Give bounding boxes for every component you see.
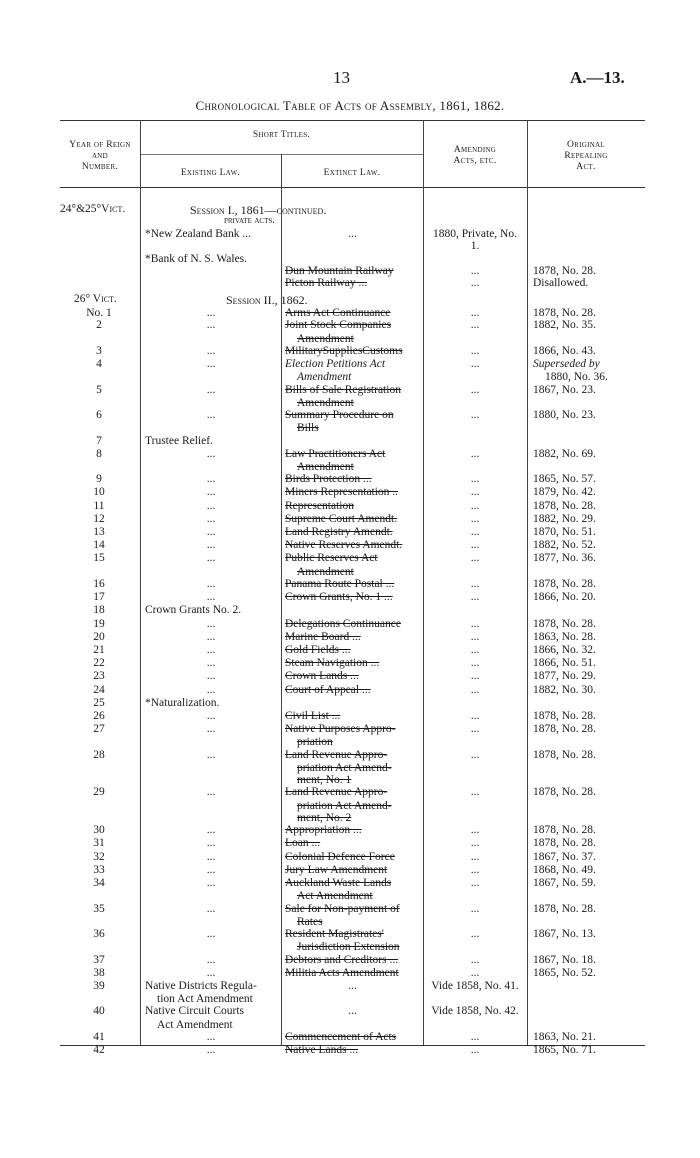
extinct-law-cell: Native Reserves Amendt. (285, 539, 403, 552)
repealing-act-cell: 1878, No. 28. (533, 824, 596, 837)
row-number: 8 (96, 447, 102, 460)
row-number: 29 (93, 786, 105, 799)
amending-acts-cell: ... (470, 953, 480, 966)
table-row (0, 319, 700, 333)
header-repealing-act: Original Repealing Act. (564, 140, 608, 172)
row-number: 27 (93, 723, 105, 736)
existing-law-cell: ... (206, 552, 216, 565)
table-row (0, 526, 700, 540)
extinct-law-cell: Amendment (297, 460, 354, 473)
repealing-act-cell: 1877, No. 36. (533, 552, 596, 565)
repealing-act-cell: 1866, No. 32. (533, 643, 596, 656)
existing-law-cell: ... (206, 591, 216, 604)
amending-acts-cell: ... (470, 1044, 480, 1057)
existing-law-cell: ... (206, 344, 216, 357)
repealing-act-cell: Disallowed. (533, 277, 589, 290)
existing-law-cell: Act Amendment (157, 1018, 233, 1031)
existing-law-cell: ... (206, 512, 216, 525)
extinct-law-cell: ... (348, 979, 357, 992)
existing-law-cell: ... (206, 683, 216, 696)
repealing-act-cell: 1879, No. 42. (533, 486, 596, 499)
amending-acts-cell: ... (470, 683, 480, 696)
amending-acts-cell: ... (470, 966, 480, 979)
repealing-act-cell: 1866, No. 43. (533, 344, 596, 357)
row-number: 31 (93, 837, 105, 850)
table-row (0, 473, 700, 487)
amending-acts-cell: ... (470, 539, 480, 552)
table-row (0, 500, 700, 514)
amending-acts-cell: ... (470, 863, 480, 876)
amending-acts-cell: ... (470, 277, 480, 290)
extinct-law-cell: Rates (297, 915, 323, 928)
extinct-law-cell: Representation (285, 499, 354, 512)
repealing-act-cell: 1865, No. 57. (533, 473, 596, 486)
repealing-act-cell: 1870, No. 51. (533, 526, 596, 538)
repealing-act-cell: 1877, No. 29. (533, 670, 596, 683)
extinct-law-cell: Native Purposes Appro- (285, 723, 396, 736)
repealing-act-cell: 1867, No. 59. (533, 877, 596, 889)
repealing-act-cell: 1878, No. 28. (533, 264, 596, 277)
row-number: 19 (93, 617, 105, 630)
repealing-act-cell: 1882, No. 69. (533, 447, 596, 460)
row-number: 30 (93, 824, 105, 837)
extinct-law-cell: Birds Protection ... (285, 473, 372, 486)
row-number: 32 (93, 850, 105, 863)
existing-law-cell: ... (206, 877, 216, 889)
table-row (0, 384, 700, 398)
table-row (0, 591, 700, 605)
existing-law-cell: ... (206, 748, 216, 761)
existing-law-cell: Native Districts Regula- (145, 979, 257, 992)
repealing-act-cell: 1878, No. 28. (533, 499, 596, 512)
table-row (0, 435, 700, 449)
extinct-law-cell: Gold Fields ... (285, 643, 351, 656)
extinct-law-cell: Bills of Sale Registration (285, 383, 401, 396)
extinct-law-cell: Public Reserves Act (285, 552, 378, 565)
row-number: 4 (96, 358, 102, 370)
amending-acts-cell: ... (470, 591, 480, 604)
row-number: 23 (93, 670, 105, 683)
extinct-law-cell: Marine Board ... (285, 630, 361, 643)
existing-law-cell: ... (206, 643, 216, 656)
existing-law-cell: ... (206, 447, 216, 460)
existing-law-cell: ... (206, 526, 216, 538)
row-number: 6 (96, 409, 102, 421)
private-acts-heading: private acts. (224, 215, 275, 226)
extinct-law-cell: Delegations Continuance (285, 617, 401, 630)
repealing-act-cell: 1867, No. 37. (533, 850, 596, 863)
extinct-law-cell: priation Act Amend- (297, 799, 392, 812)
extinct-law-cell: Court of Appeal ... (285, 683, 371, 696)
extinct-law-cell: Amendment (297, 565, 354, 578)
row-number: 34 (93, 877, 105, 889)
table-row (0, 644, 700, 658)
extinct-law-cell: Election Petitions Act (285, 358, 386, 370)
row-number: 14 (93, 539, 105, 552)
repealing-act-cell: 1863, No. 21. (533, 1030, 596, 1043)
extinct-law-cell: Commencement of Acts (285, 1030, 397, 1043)
row-number: 18 (93, 604, 105, 617)
extinct-law-cell: Supreme Court Amendt. (285, 512, 398, 525)
row-number: 5 (96, 383, 102, 396)
existing-law-cell: ... (206, 850, 216, 863)
repealing-act-cell: 1878, No. 28. (533, 723, 596, 736)
amending-acts-cell: ... (470, 319, 480, 332)
existing-law-cell: ... (206, 383, 216, 396)
amending-acts-cell: ... (470, 526, 480, 538)
repealing-act-cell: 1882, No. 29. (533, 512, 596, 525)
amending-acts-cell: ... (470, 499, 480, 512)
amending-acts-cell: ... (470, 877, 480, 889)
session-heading-1: Session I., 1861—continued. (190, 203, 327, 217)
table-row (0, 604, 700, 618)
table-row (0, 1005, 700, 1019)
extinct-law-cell: Amendment (297, 396, 354, 409)
table-row (0, 358, 700, 372)
existing-law-cell: tion Act Amendment (157, 993, 253, 1006)
row-number: 21 (93, 643, 105, 656)
row-number: 15 (93, 552, 105, 565)
repealing-act-cell: 1878, No. 28. (533, 748, 596, 761)
extinct-law-cell: ment, No. 1 (297, 774, 352, 787)
existing-law-cell: ... (206, 657, 216, 670)
existing-law-cell: ... (206, 473, 216, 486)
extinct-law-cell: Jurisdiction Extension (297, 941, 400, 954)
table-row (0, 903, 700, 917)
amending-acts-cell: Vide 1858, No. 41. (431, 979, 519, 992)
extinct-law-cell: Act Amendment (297, 890, 373, 903)
amending-acts-cell: ... (470, 723, 480, 736)
extinct-law-cell: Crown Lands ... (285, 670, 359, 683)
existing-law-cell: ... (206, 499, 216, 512)
extinct-law-cell: Amendment (297, 371, 352, 384)
amending-acts-cell: ... (470, 709, 480, 722)
existing-law-cell: *Bank of N. S. Wales. (145, 252, 248, 265)
table-row (0, 954, 700, 968)
extinct-law-cell: ment, No. 2 (297, 811, 352, 824)
extinct-law-cell: Land Revenue Appro- (285, 748, 388, 761)
existing-law-cell: ... (206, 709, 216, 722)
extinct-law-cell: Colonial Defence Force (285, 850, 395, 863)
repealing-act-cell: Superseded by (533, 358, 600, 370)
row-number: 37 (93, 953, 105, 966)
amending-acts-cell: ... (470, 643, 480, 656)
repealing-act-cell: 1863, No. 28. (533, 630, 596, 643)
table-row (0, 723, 700, 737)
row-number: 36 (93, 928, 105, 940)
amending-acts-cell: ... (470, 902, 480, 915)
repealing-act-cell: 1868, No. 49. (533, 863, 596, 876)
extinct-law-cell: MilitarySuppliesCustoms (285, 344, 403, 357)
amending-acts-cell: ... (470, 383, 480, 396)
amending-acts-cell: ... (470, 837, 480, 850)
extinct-law-cell: Summary Procedure on (285, 409, 394, 421)
header-amending-acts: Amending Acts, etc. (453, 145, 497, 166)
row-number: 24 (93, 683, 105, 696)
repealing-act-cell: 1867, No. 23. (533, 383, 596, 396)
page-title: Chronological Table of Acts of Assembly, 1861, 1862. (195, 98, 505, 113)
amending-acts-cell: ... (470, 264, 480, 277)
extinct-law-cell: Miners Representation .. (285, 486, 399, 499)
table-row (0, 552, 700, 566)
amending-acts-cell: ... (470, 748, 480, 761)
table-row (0, 539, 700, 553)
existing-law-cell: *New Zealand Bank ... (145, 228, 252, 240)
amending-acts-cell: ... (470, 670, 480, 683)
table-row (0, 824, 700, 838)
extinct-law-cell: Steam Navigation ... (285, 657, 380, 670)
table-row (0, 578, 700, 592)
existing-law-cell: ... (206, 307, 216, 319)
repealing-act-cell: 1878, No. 28. (533, 577, 596, 590)
extinct-law-cell: Resident Magistrates' (285, 928, 384, 940)
table-row (0, 345, 700, 359)
header-bottom-rule (60, 187, 645, 188)
table-row (0, 851, 700, 865)
repealing-act-cell: 1878, No. 28. (533, 837, 596, 850)
repealing-act-cell: 1866, No. 51. (533, 657, 596, 670)
header-extinct-law: Extinct Law. (323, 168, 381, 178)
existing-law-cell: ... (206, 723, 216, 736)
extinct-law-cell: Bills (297, 422, 319, 435)
table-row (0, 670, 700, 684)
extinct-law-cell: Appropriation ... (285, 824, 362, 837)
existing-law-cell: ... (206, 837, 216, 850)
extinct-law-cell: Picton Railway ... (285, 277, 368, 290)
amending-acts-cell: ... (470, 928, 480, 940)
row-number: 20 (93, 630, 105, 643)
repealing-act-cell: 1878, No. 28. (533, 617, 596, 630)
extinct-law-cell: Sale for Non-payment of (285, 902, 400, 915)
amending-acts-cell: 1880, Private, No. (432, 228, 517, 240)
existing-law-cell: ... (206, 928, 216, 940)
repealing-act-cell: 1866, No. 20. (533, 591, 596, 604)
header-top-rule (60, 120, 645, 121)
existing-law-cell: ... (206, 1030, 216, 1043)
row-number: 3 (96, 344, 102, 357)
table-row (0, 618, 700, 632)
table-row (0, 697, 700, 711)
table-row (0, 657, 700, 671)
table-row (0, 684, 700, 698)
row-number: 13 (93, 526, 105, 538)
repealing-act-cell: 1880, No. 23. (533, 409, 596, 421)
extinct-law-cell: Militia Acts Amendment (285, 966, 399, 979)
row-number: 22 (93, 657, 105, 670)
existing-law-cell: ... (206, 577, 216, 590)
extinct-law-cell: Crown Grants, No. 1 ... (285, 591, 393, 604)
extinct-law-cell: ... (348, 1005, 357, 1018)
reign-label-1861: 24°&25°Vict. (60, 203, 126, 215)
row-number: 42 (93, 1044, 105, 1057)
existing-law-cell: ... (206, 824, 216, 837)
existing-law-cell: Native Circuit Courts (145, 1005, 245, 1018)
extinct-law-cell: ... (348, 228, 357, 240)
amending-acts-cell: ... (470, 786, 480, 799)
amending-acts-cell: ... (470, 358, 480, 370)
table-row (0, 928, 700, 942)
existing-law-cell: ... (206, 902, 216, 915)
page-number: 13 (333, 68, 350, 87)
extinct-law-cell: Debtors and Creditors ... (285, 953, 399, 966)
table-row (0, 631, 700, 645)
table-row (0, 1031, 700, 1045)
row-number: 9 (96, 473, 102, 486)
row-number: 38 (93, 966, 105, 979)
existing-law-cell: ... (206, 1044, 216, 1057)
row-number: 12 (93, 512, 105, 525)
row-number: 41 (93, 1030, 105, 1043)
existing-law-cell: ... (206, 409, 216, 421)
amending-acts-cell: ... (470, 307, 480, 319)
amending-acts-cell: ... (470, 344, 480, 357)
existing-law-cell: ... (206, 953, 216, 966)
amending-acts-cell: Vide 1858, No. 42. (431, 1005, 519, 1018)
existing-law-cell: ... (206, 863, 216, 876)
table-row (0, 409, 700, 423)
row-number: No. 1 (86, 307, 112, 319)
existing-law-cell: ... (206, 539, 216, 552)
existing-law-cell: ... (206, 358, 216, 370)
amending-acts-cell: ... (470, 1030, 480, 1043)
header-short-titles: Short Titles. (252, 130, 311, 140)
amending-acts-cell: ... (470, 447, 480, 460)
repealing-act-cell: 1878, No. 28. (533, 709, 596, 722)
table-row (0, 1044, 700, 1058)
row-number: 2 (96, 319, 102, 332)
existing-law-cell: ... (206, 966, 216, 979)
row-number: 26 (93, 709, 105, 722)
header-year-number: Year of Reign and Number. (69, 140, 131, 172)
table-row (0, 277, 700, 291)
row-number: 40 (93, 1005, 105, 1018)
extinct-law-cell: Panama Route Postal ... (285, 577, 395, 590)
amending-acts-cell: ... (470, 657, 480, 670)
row-number: 7 (96, 434, 102, 447)
amending-acts-cell: ... (470, 552, 480, 565)
row-number: 28 (93, 748, 105, 761)
table-row (0, 864, 700, 878)
reign-label-1862: 26° Vict. (74, 293, 117, 305)
table-row (0, 967, 700, 981)
repealing-act-cell: 1865, No. 71. (533, 1044, 596, 1057)
amending-acts-cell: ... (470, 577, 480, 590)
page-reference: A.—13. (570, 68, 625, 87)
repealing-act-cell: 1865, No. 52. (533, 966, 596, 979)
table-row (0, 980, 700, 994)
extinct-law-cell: Joint Stock Companies (285, 319, 392, 332)
existing-law-cell: Crown Grants No. 2. (145, 604, 242, 617)
row-number: 10 (93, 486, 105, 499)
amending-acts-cell: ... (470, 473, 480, 486)
extinct-law-cell: Auckland Waste Lands (285, 877, 392, 889)
row-number: 33 (93, 863, 105, 876)
amending-acts-cell: ... (470, 409, 480, 421)
existing-law-cell: *Naturalization. (145, 696, 220, 709)
repealing-act-cell: 1867, No. 13. (533, 928, 596, 940)
table-row (0, 837, 700, 851)
row-number: 17 (93, 591, 105, 604)
existing-law-cell: ... (206, 786, 216, 799)
amending-acts-cell: ... (470, 486, 480, 499)
table-row (0, 486, 700, 500)
row-number: 11 (93, 499, 105, 512)
extinct-law-cell: priation Act Amend- (297, 761, 392, 774)
extinct-law-cell: Land Revenue Appro- (285, 786, 388, 799)
row-number: 16 (93, 577, 105, 590)
amending-acts-cell: ... (470, 512, 480, 525)
extinct-law-cell: Arms Act Continuance (285, 307, 391, 319)
table-row (0, 710, 700, 724)
table-row (0, 448, 700, 462)
repealing-act-cell: 1882, No. 35. (533, 319, 596, 332)
repealing-act-cell: 1882, No. 52. (533, 539, 596, 552)
amending-acts-cell: ... (470, 630, 480, 643)
extinct-law-cell: Civil List ... (285, 709, 341, 722)
table-row (0, 513, 700, 527)
extinct-law-cell: priation (297, 736, 333, 749)
existing-law-cell: Trustee Relief. (145, 434, 213, 447)
amending-acts-cell: ... (470, 617, 480, 630)
extinct-law-cell: Native Lands ... (285, 1044, 359, 1057)
existing-law-cell: ... (206, 617, 216, 630)
extinct-law-cell: Land Registry Amendt. (285, 526, 393, 538)
amending-acts-cell: ... (470, 824, 480, 837)
existing-law-cell: ... (206, 630, 216, 643)
amending-acts-cell: 1. (470, 240, 480, 253)
existing-law-cell: ... (206, 486, 216, 499)
row-number: 39 (93, 979, 105, 992)
extinct-law-cell: Dun Mountain Railway (285, 264, 394, 277)
repealing-act-cell: 1880, No. 36. (545, 371, 608, 384)
session-heading-2: Session II., 1862. (226, 293, 308, 307)
extinct-law-cell: Law Practitioners Act (285, 447, 386, 460)
extinct-law-cell: Loan ... (285, 837, 321, 850)
repealing-act-cell: 1867, No. 18. (533, 953, 596, 966)
table-row (0, 749, 700, 763)
existing-law-cell: ... (206, 319, 216, 332)
repealing-act-cell: 1878, No. 28. (533, 902, 596, 915)
repealing-act-cell: 1878, No. 28. (533, 307, 596, 319)
row-number: 25 (93, 696, 105, 709)
repealing-act-cell: 1882, No. 30. (533, 683, 596, 696)
row-number: 35 (93, 902, 105, 915)
table-row (0, 877, 700, 891)
table-row (0, 786, 700, 800)
amending-acts-cell: ... (470, 850, 480, 863)
header-existing-law: Existing Law. (180, 168, 241, 178)
extinct-law-cell: Jury Law Amendment (285, 863, 388, 876)
existing-law-cell: ... (206, 670, 216, 683)
repealing-act-cell: 1878, No. 28. (533, 786, 596, 799)
extinct-law-cell: Amendment (297, 332, 354, 345)
